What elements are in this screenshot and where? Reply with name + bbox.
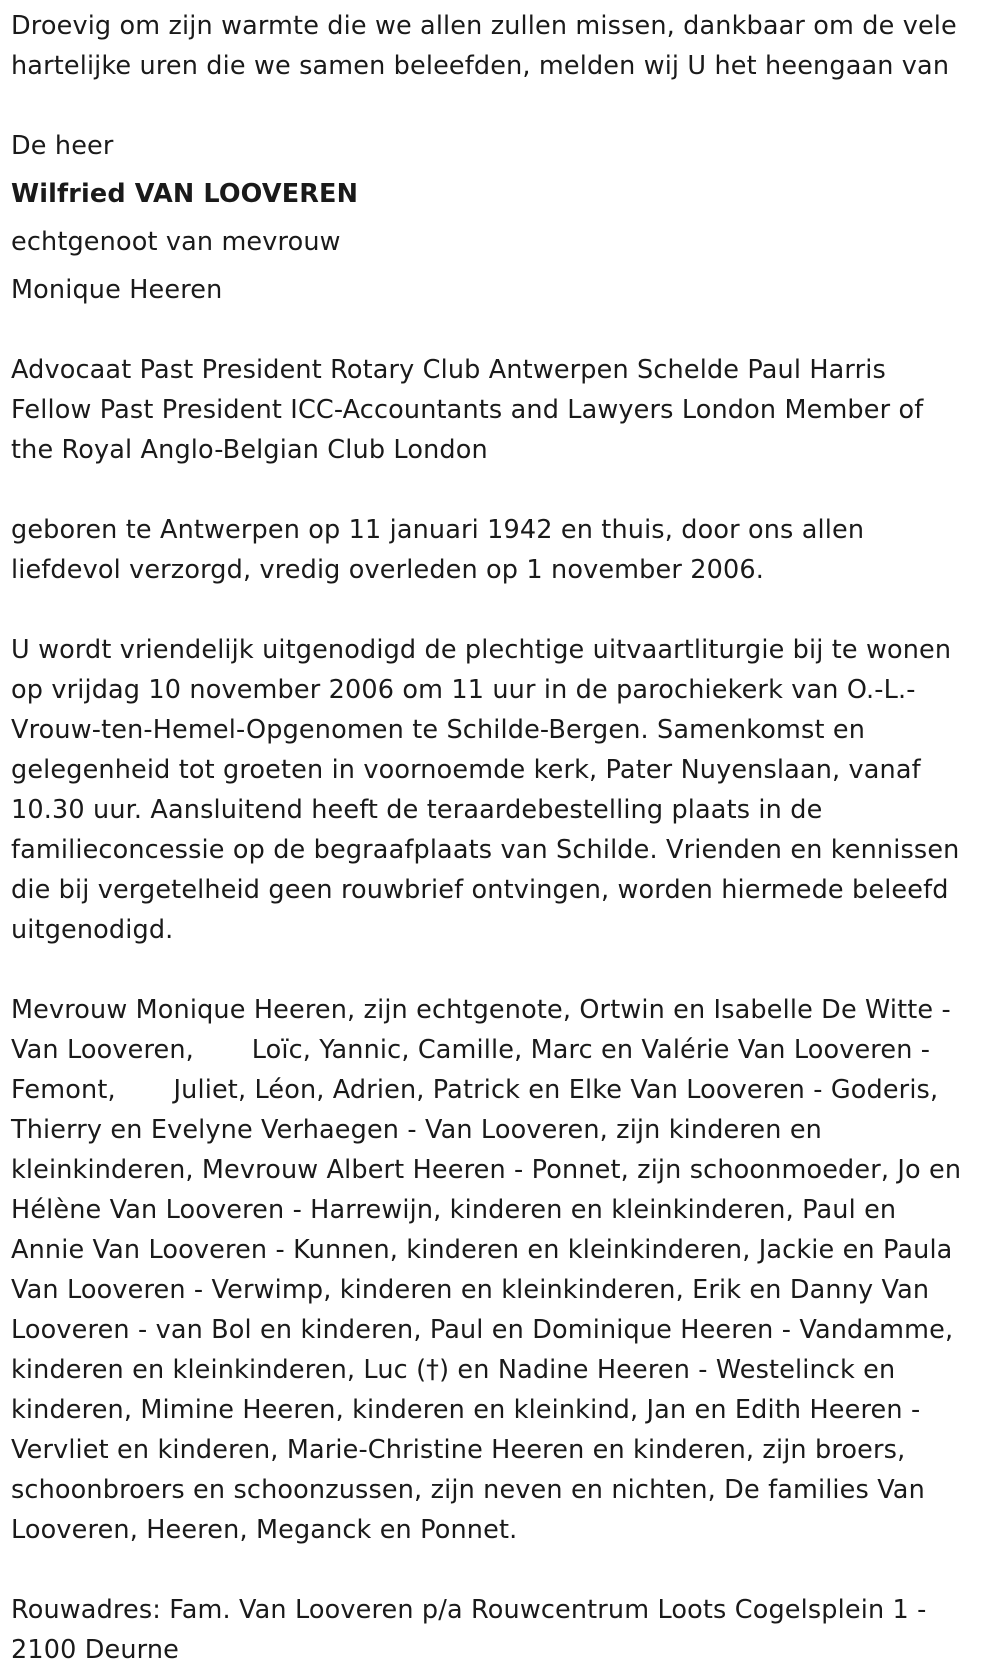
- family-line: Hélène Van Looveren - Harrewijn, kinderen en kleinkinderen, Paul en: [11, 1195, 897, 1225]
- family-line: Thierry en Evelyne Verhaegen - Van Looveren, zijn kinderen en: [11, 1115, 822, 1145]
- family-paragraph: [11, 990, 990, 1550]
- titles-line: the Royal Anglo-Belgian Club London: [11, 435, 488, 465]
- birth-death-paragraph: [11, 510, 990, 590]
- family-line: Van Looveren - Verwimp, kinderen en kleinkinderen, Erik en Danny Van: [11, 1275, 930, 1305]
- birth-death-line: geboren te Antwerpen op 11 januari 1942 en thuis, door ons allen: [11, 515, 865, 545]
- titles-paragraph: [11, 350, 990, 470]
- spacer: [11, 86, 990, 126]
- invitation-line: 10.30 uur. Aansluitend heeft de teraardebestelling plaats in de: [11, 795, 823, 825]
- family-line: schoonbroers en schoonzussen, zijn neven en nichten, De families Van: [11, 1475, 925, 1505]
- invitation-line: die bij vergetelheid geen rouwbrief ontvingen, worden hiermede beleefd: [11, 875, 949, 905]
- spacer: [11, 590, 990, 630]
- address-line: Rouwadres: Fam. Van Looveren p/a Rouwcentrum Loots Cogelsplein 1 -: [11, 1595, 927, 1625]
- invitation-line: gelegenheid tot groeten in voornoemde kerk, Pater Nuyenslaan, vanaf: [11, 755, 921, 785]
- family-line: kinderen en kleinkinderen, Luc (†) en Nadine Heeren - Westelinck en: [11, 1355, 896, 1385]
- spacer: [11, 470, 990, 510]
- spacer: [11, 1550, 990, 1590]
- spacer: [11, 310, 990, 350]
- address-paragraph: [11, 1590, 990, 1670]
- intro-paragraph: [11, 6, 990, 86]
- spouse-label: echtgenoot van mevrouw: [11, 227, 341, 257]
- salutation: De heer: [11, 131, 114, 161]
- family-line: kinderen, Mimine Heeren, kinderen en kleinkind, Jan en Edith Heeren -: [11, 1395, 921, 1425]
- intro-line: hartelijke uren die we samen beleefden, melden wij U het heengaan van: [11, 51, 950, 81]
- spouse-name: Monique Heeren: [11, 275, 223, 305]
- titles-line: Advocaat Past President Rotary Club Antwerpen Schelde Paul Harris: [11, 355, 886, 385]
- invitation-line: uitgenodigd.: [11, 915, 174, 945]
- deceased-name: Wilfried VAN LOOVEREN: [11, 179, 359, 209]
- family-line: Femont, Juliet, Léon, Adrien, Patrick en Elke Van Looveren - Goderis,: [11, 1075, 939, 1105]
- family-line: Looveren - van Bol en kinderen, Paul en Dominique Heeren - Vandamme,: [11, 1315, 954, 1345]
- family-line: Looveren, Heeren, Meganck en Ponnet.: [11, 1515, 518, 1545]
- address-line: 2100 Deurne: [11, 1635, 180, 1665]
- family-line: Van Looveren, Loïc, Yannic, Camille, Marc en Valérie Van Looveren -: [11, 1035, 931, 1065]
- invitation-line: U wordt vriendelijk uitgenodigd de plechtige uitvaartliturgie bij te wonen: [11, 635, 952, 665]
- invitation-line: op vrijdag 10 november 2006 om 11 uur in de parochiekerk van O.-L.-: [11, 675, 916, 705]
- titles-line: Fellow Past President ICC-Accountants and Lawyers London Member of: [11, 395, 924, 425]
- family-line: Vervliet en kinderen, Marie-Christine Heeren en kinderen, zijn broers,: [11, 1435, 906, 1465]
- invitation-paragraph: [11, 630, 990, 950]
- spacer: [11, 950, 990, 990]
- birth-death-line: liefdevol verzorgd, vredig overleden op 1 november 2006.: [11, 555, 764, 585]
- invitation-line: familieconcessie op de begraafplaats van Schilde. Vrienden en kennissen: [11, 835, 960, 865]
- family-line: Mevrouw Monique Heeren, zijn echtgenote, Ortwin en Isabelle De Witte -: [11, 995, 951, 1025]
- family-line: Annie Van Looveren - Kunnen, kinderen en kleinkinderen, Jackie en Paula: [11, 1235, 953, 1265]
- intro-line: Droevig om zijn warmte die we allen zullen missen, dankbaar om de vele: [11, 11, 957, 41]
- invitation-line: Vrouw-ten-Hemel-Opgenomen te Schilde-Bergen. Samenkomst en: [11, 715, 866, 745]
- family-line: kleinkinderen, Mevrouw Albert Heeren - Ponnet, zijn schoonmoeder, Jo en: [11, 1155, 962, 1185]
